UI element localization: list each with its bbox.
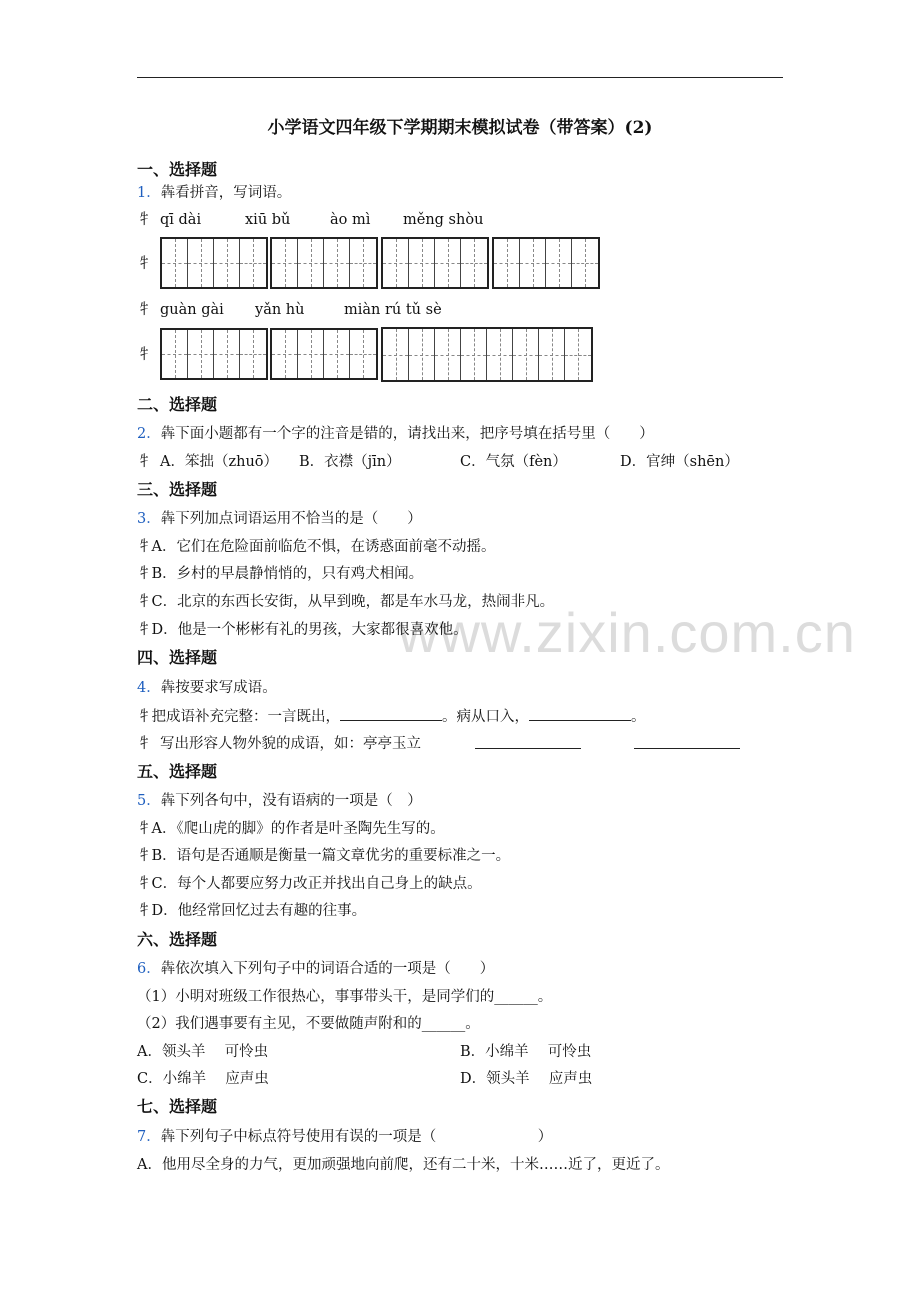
section-1-heading: 一、选择题	[137, 160, 218, 179]
pinyin: yǎn hù	[255, 302, 305, 318]
bullet: 牜	[137, 736, 152, 752]
question-stem: 犇依次填入下列句子中的词语合适的一项是（ ）	[160, 961, 495, 977]
pinyin-row-1	[137, 210, 597, 230]
char-box-group[interactable]	[492, 237, 600, 289]
section-5-heading: 五、选择题	[137, 762, 218, 781]
bullet: 牜	[137, 876, 152, 892]
question-number: 1．	[137, 185, 161, 201]
question-number: 6．	[137, 961, 161, 977]
writing-grid-row-1	[160, 237, 620, 289]
char-box-group[interactable]	[381, 327, 593, 382]
bullet: 牜	[137, 848, 152, 864]
pinyin-row-2	[137, 300, 597, 320]
answer-blank[interactable]	[634, 734, 740, 749]
char-box-group[interactable]	[160, 328, 268, 380]
bullet: 牜	[137, 566, 152, 582]
bullet: 牜	[137, 594, 152, 610]
bullet: 牜	[137, 454, 152, 470]
option-a[interactable]: A．他用尽全身的力气，更加顽强地向前爬，还有二十米，十米……近了，更近了。	[137, 1157, 670, 1173]
prompt-text: 。	[631, 709, 646, 725]
option-a[interactable]	[137, 819, 445, 839]
question-number: 3．	[137, 511, 161, 527]
option-text: D．他经常回忆过去有趣的往事。	[151, 903, 367, 919]
pinyin: miàn rú tǔ sè	[344, 302, 442, 318]
char-box-group[interactable]	[381, 237, 489, 289]
question-2	[137, 424, 654, 444]
option-text: A．它们在危险面前临危不惧，在诱惑面前毫不动摇。	[151, 539, 496, 555]
question-stem: 犇下列各句中，没有语病的一项是（ ）	[160, 793, 422, 809]
option-text: D．他是一个彬彬有礼的男孩，大家都很喜欢他。	[151, 622, 468, 638]
option-b[interactable]: B．衣襟（jīn）	[299, 454, 401, 470]
bullet: 牜	[137, 347, 152, 363]
idiom-appearance-line	[137, 734, 757, 754]
answer-blank[interactable]	[340, 706, 442, 721]
question-6	[137, 959, 494, 979]
section-7-heading: 七、选择题	[137, 1097, 218, 1116]
pinyin: ào mì	[330, 212, 371, 228]
answer-blank[interactable]	[475, 734, 581, 749]
sentence-2: （2）我们遇事要有主见，不要做随声附和的______。	[137, 1016, 480, 1032]
pinyin: guàn gài	[160, 302, 224, 318]
question-number: 7．	[137, 1129, 161, 1145]
option-c[interactable]	[137, 592, 554, 612]
question-4	[137, 678, 277, 698]
option-text: A．《爬山虎的脚》的作者是叶圣陶先生写的。	[151, 821, 445, 837]
option-a[interactable]	[137, 537, 495, 557]
bullet: 牜	[137, 256, 152, 272]
answer-blank[interactable]	[529, 706, 631, 721]
question-1	[137, 183, 291, 203]
char-box-group[interactable]	[270, 328, 378, 380]
question-2-options	[137, 452, 757, 472]
option-text: B．乡村的早晨静悄悄的，只有鸡犬相闻。	[151, 566, 424, 582]
bullet: 牜	[137, 212, 152, 228]
bullet: 牜	[137, 539, 152, 555]
option-b[interactable]	[137, 846, 510, 866]
section-4-heading: 四、选择题	[137, 648, 218, 667]
option-text: C．北京的东西长安街，从早到晚，都是车水马龙，热闹非凡。	[151, 594, 555, 610]
question-5	[137, 791, 422, 811]
pinyin: xiū bǔ	[245, 212, 291, 228]
bullet: 牜	[137, 302, 152, 318]
question-stem: 犇下列句子中标点符号使用有误的一项是（ ）	[160, 1129, 553, 1145]
section-6-heading: 六、选择题	[137, 930, 218, 949]
option-c[interactable]	[137, 874, 482, 894]
option-a[interactable]: A．领头羊 可怜虫	[137, 1044, 269, 1060]
page-title: 小学语文四年级下学期期末模拟试卷（带答案）(2)	[267, 118, 653, 138]
pinyin: qī dài	[160, 212, 202, 228]
option-d[interactable]: D．领头羊 应声虫	[460, 1071, 593, 1087]
bullet: 牜	[137, 709, 152, 725]
option-c[interactable]: C．小绵羊 应声虫	[137, 1071, 269, 1087]
question-7	[137, 1127, 552, 1147]
option-b[interactable]	[137, 564, 423, 584]
watermark: www.zixin.com.cn	[398, 601, 856, 664]
prompt-text: 写出形容人物外貌的成语，如：亭亭玉立	[160, 736, 421, 752]
option-d[interactable]	[137, 901, 366, 921]
prompt-text: 。病从口入，	[442, 709, 529, 725]
sentence-1: （1）小明对班级工作很热心，事事带头干，是同学们的______。	[137, 989, 553, 1005]
option-a[interactable]: A．笨拙（zhuō）	[160, 454, 279, 470]
option-d[interactable]: D．官绅（shēn）	[620, 454, 739, 470]
prompt-text: 把成语补充完整：一言既出，	[151, 709, 340, 725]
question-stem: 犇看拼音，写词语。	[160, 185, 292, 201]
section-3-heading: 三、选择题	[137, 480, 218, 499]
idiom-fill-line	[137, 706, 646, 727]
option-b[interactable]: B．小绵羊 可怜虫	[460, 1044, 592, 1060]
question-number: 4．	[137, 680, 161, 696]
bullet: 牜	[137, 821, 152, 837]
question-number: 5．	[137, 793, 161, 809]
question-3	[137, 509, 422, 529]
top-rule	[137, 77, 783, 78]
section-2-heading: 二、选择题	[137, 395, 218, 414]
question-stem: 犇下面小题都有一个字的注音是错的，请找出来，把序号填在括号里（ ）	[160, 426, 654, 442]
char-box-group[interactable]	[270, 237, 378, 289]
pinyin: měng shòu	[403, 212, 484, 228]
question-stem: 犇下列加点词语运用不恰当的是（ ）	[160, 511, 422, 527]
option-text: C．每个人都要应努力改正并找出自己身上的缺点。	[151, 876, 482, 892]
bullet: 牜	[137, 622, 152, 638]
option-d[interactable]	[137, 620, 468, 640]
option-c[interactable]: C．气氛（fèn）	[460, 454, 567, 470]
writing-grid-row-2	[160, 328, 620, 383]
option-text: B．语句是否通顺是衡量一篇文章优劣的重要标准之一。	[151, 848, 511, 864]
bullet: 牜	[137, 903, 152, 919]
char-box-group[interactable]	[160, 237, 268, 289]
question-number: 2．	[137, 426, 161, 442]
question-stem: 犇按要求写成语。	[160, 680, 277, 696]
